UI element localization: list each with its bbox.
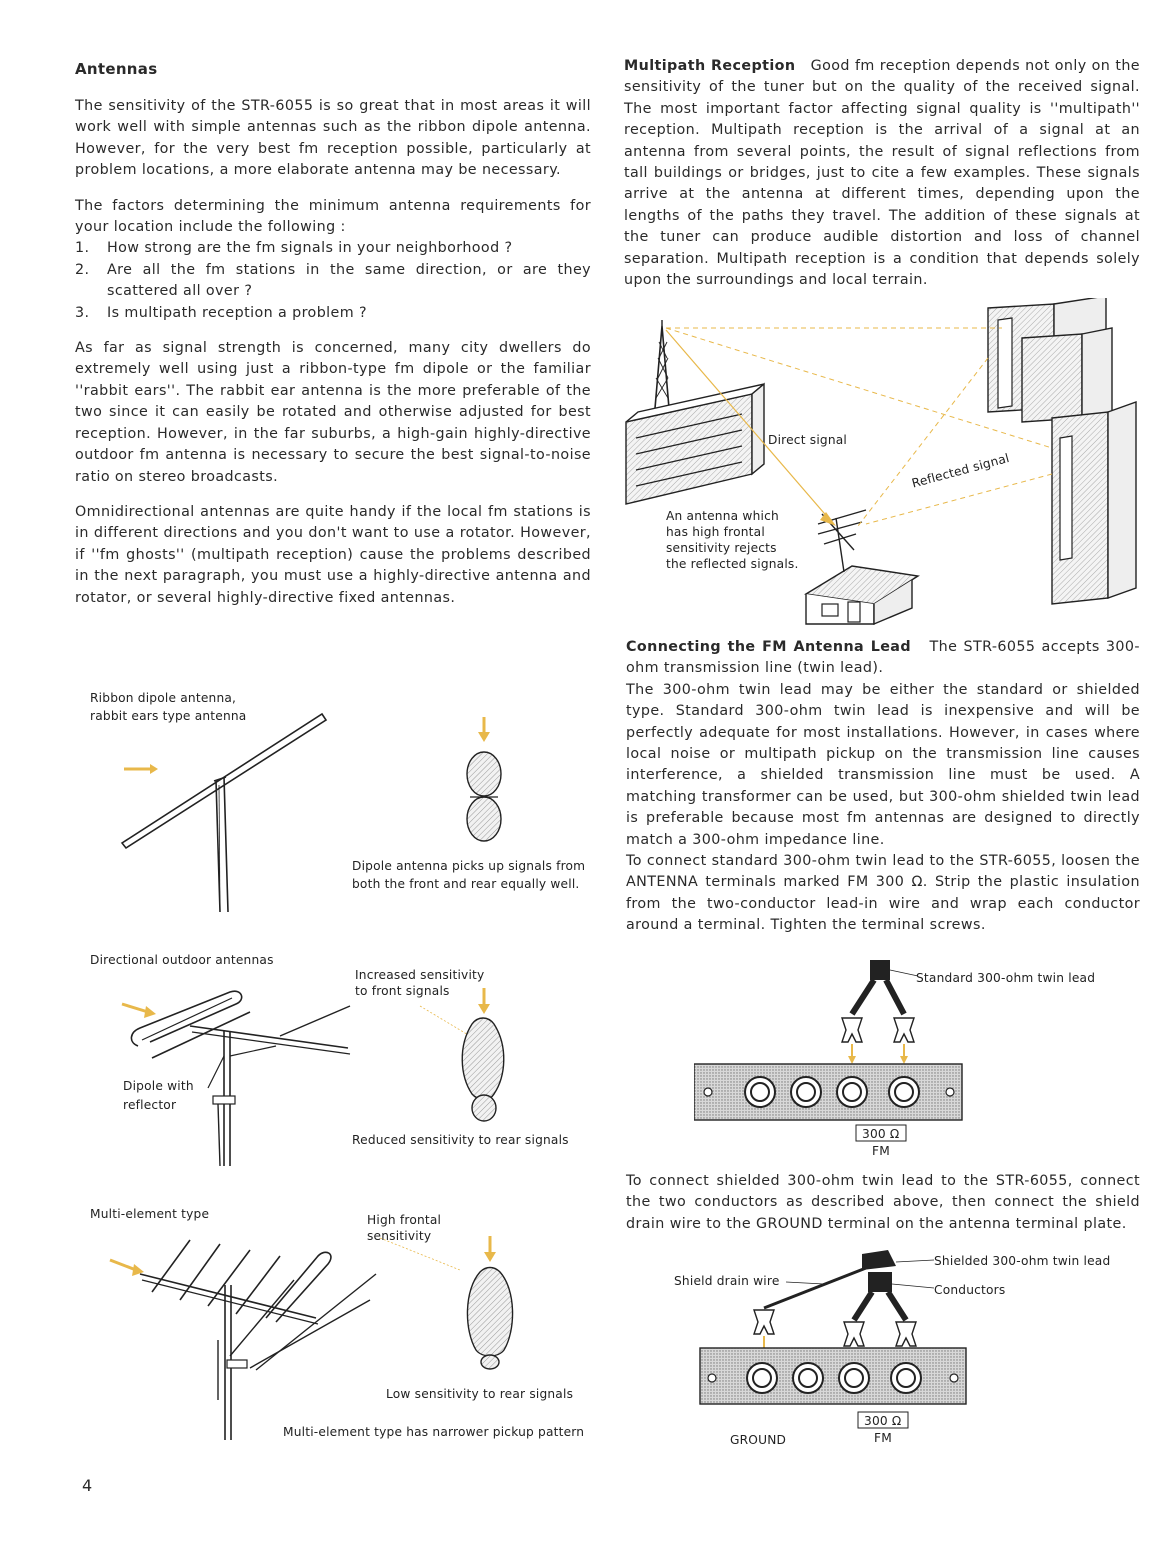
dipole-label-2: rabbit ears type antenna [90,709,247,723]
antenna-note-4: the reflected signals. [666,557,799,571]
reflector-label-2: reflector [123,1098,177,1112]
dipole-caption-1: Dipole antenna picks up signals from [352,859,586,873]
dipole-figure [80,680,600,920]
shield-drain-label: Shield drain wire [674,1274,780,1288]
standard-lead-figure [694,952,1114,1162]
signal-arrow-icon [110,1260,136,1270]
multi-element-drawing [80,1200,600,1450]
directional-pattern-front [462,1018,504,1099]
shielded-fm-label: FM [874,1431,892,1445]
multi-caption: Multi-element type has narrower pickup pattern [283,1425,585,1439]
connecting-intro: Connecting the FM Antenna Lead The STR-6055 accepts 300-ohm transmission line (twin lead). [626,639,1140,677]
antennas-para-3: As far as signal strength is concerned, many city dwellers do extremely well using just a ribbon-type fm dipole or the familiar ''rabbit ears''. The rabbit ear antenna is the more preferable of the two since it can easily be rotated and otherwise adjusted for best reception. However, in the far suburbs, a high-gain highly-directive outdoor fm antenna is necessary to secure the best signal-to-noise ratio on stereo broadcasts. [75,340,591,485]
shielded-cable [862,1250,896,1270]
left-column [75,60,591,623]
terminal-screw [837,1077,867,1107]
multi-rear-caption: Low sensitivity to rear signals [386,1387,574,1401]
shielded-ohm-label: 300 Ω [864,1414,902,1428]
ground-label: GROUND [730,1433,787,1447]
shielded-lead-figure [674,1248,1114,1458]
antenna-note-3: sensitivity rejects [666,541,777,555]
multi-sens-2: sensitivity [367,1229,432,1243]
multi-label: Multi-element type [90,1207,210,1221]
antennas-para-4: Omnidirectional antennas are quite handy if the local fm stations is in different directions and you don't want to use a rotator. However, if ''fm ghosts'' (multipath reception) cause the problems described in the next paragraph, you must use a highly-directive antenna and rotator, or several highly-directive fixed antennas. [75,503,591,606]
shielded-para: To connect shielded 300-ohm twin lead to the STR-6055, connect the two conductors as described above, then connect the shield drain wire to the GROUND terminal on the antenna terminal plate. [626,1173,1140,1232]
connecting-para-3: To connect standard 300-ohm twin lead to the STR-6055, loosen the ANTENNA terminals marked FM 300 Ω. Strip the plastic insulation from the two-conductor lead-in wire and wrap each conductor around a terminal. Tighten the terminal screws. [626,853,1140,934]
multipath-para: Multipath Reception Good fm reception depends not only on the sensitivity of the tuner but on the quality of the received signal. The most important factor affecting signal quality is ''multipath'' reception. Multipath reception is the arrival of a signal at an antenna from several points, the result of signal reflections from tall buildings or bridges, just to cite a few examples. These signals arrive at the antenna at different times, depending upon the lengths of the paths they travel. The addition of these signals at the tuner can produce audible distortion and loss of channel separation. Multipath reception is a condition that depends solely upon the surroundings and local terrain. [624,58,1140,289]
list-item: 2. Are all the fm stations in the same direction, or are they scattered all over ? [75,261,591,300]
directional-sens-2: to front signals [355,984,450,998]
terminal-screw [791,1077,821,1107]
ground-terminal-screw [747,1363,777,1393]
terminal-plate [694,1064,962,1120]
connecting-para-2: The 300-ohm twin lead may be either the standard or shielded type. Standard 300-ohm twin lead is inexpensive and will be perfectly adequate for most installations. However, in cases where local noise or multipath pickup on the transmission line causes interference, a shielded transmission line must be used. A matching transformer can be used, but 300-ohm shielded twin lead is preferable because most fm antennas are designed to directly match a 300-ohm impedance line. [626,681,1140,848]
antenna-note-2: has high frontal [666,525,765,539]
terminal-screw [745,1077,775,1107]
connecting-title: Connecting the FM Antenna Lead [626,639,911,655]
terminal-screw [891,1363,921,1393]
directional-label: Directional outdoor antennas [90,953,274,967]
multipath-figure [622,298,1142,628]
page-number: 4 [82,1476,93,1495]
terminal-lug-icon [842,1018,914,1042]
standard-lead-label: Standard 300-ohm twin lead [916,971,1096,985]
multi-sens-1: High frontal [367,1213,442,1227]
antenna-note-1: An antenna which [666,509,779,523]
direct-signal-label: Direct signal [768,433,848,447]
multi-pattern-front [467,1268,512,1357]
antennas-heading: Antennas [75,60,158,78]
list-item: 3. Is multipath reception a problem ? [75,304,368,321]
list-item: 1. How strong are the fm signals in your neighborhood ? [75,240,513,257]
shielded-section [626,1171,1140,1235]
multipath-section [624,56,1140,305]
terminal-screw [839,1363,869,1393]
antennas-para-2: The factors determining the minimum antenna requirements for your location include the following : [75,197,591,236]
terminal-screw [793,1363,823,1393]
multi-pattern-rear [481,1355,499,1369]
twin-lead-cable [870,960,890,980]
directional-rear-caption: Reduced sensitivity to rear signals [352,1133,569,1147]
multipath-drawing [622,298,1142,628]
directional-pattern-rear [472,1095,496,1121]
antennas-para-1: The sensitivity of the STR-6055 is so great that in most areas it will work well with simple antennas such as the ribbon dipole antenna. However, for the very best fm reception possible, particularly at problem locations, a more elaborate antenna may be necessary. [75,98,591,179]
standard-ohm-label: 300 Ω [862,1127,900,1141]
connecting-section [626,637,1140,937]
terminal-screw [889,1077,919,1107]
dipole-label-1: Ribbon dipole antenna, [90,691,237,705]
dipole-pattern-front [467,752,501,796]
signal-arrow-icon [122,1004,148,1012]
dipole-caption-2: both the front and rear equally well. [352,877,580,891]
shielded-lead-label: Shielded 300-ohm twin lead [934,1254,1111,1268]
directional-figure [80,946,600,1176]
reflected-signal-label: Reflected signal [910,450,1011,491]
reflector-label-1: Dipole with [123,1079,194,1093]
terminal-lug-icon [754,1310,916,1346]
requirements-list [75,238,591,324]
directional-sens-1: Increased sensitivity [355,968,485,982]
multipath-title: Multipath Reception [624,58,796,74]
multi-element-figure [80,1200,600,1450]
terminal-plate [700,1348,966,1404]
dipole-pattern-rear [467,797,501,841]
standard-fm-label: FM [872,1144,890,1158]
conductors-label: Conductors [934,1283,1006,1297]
